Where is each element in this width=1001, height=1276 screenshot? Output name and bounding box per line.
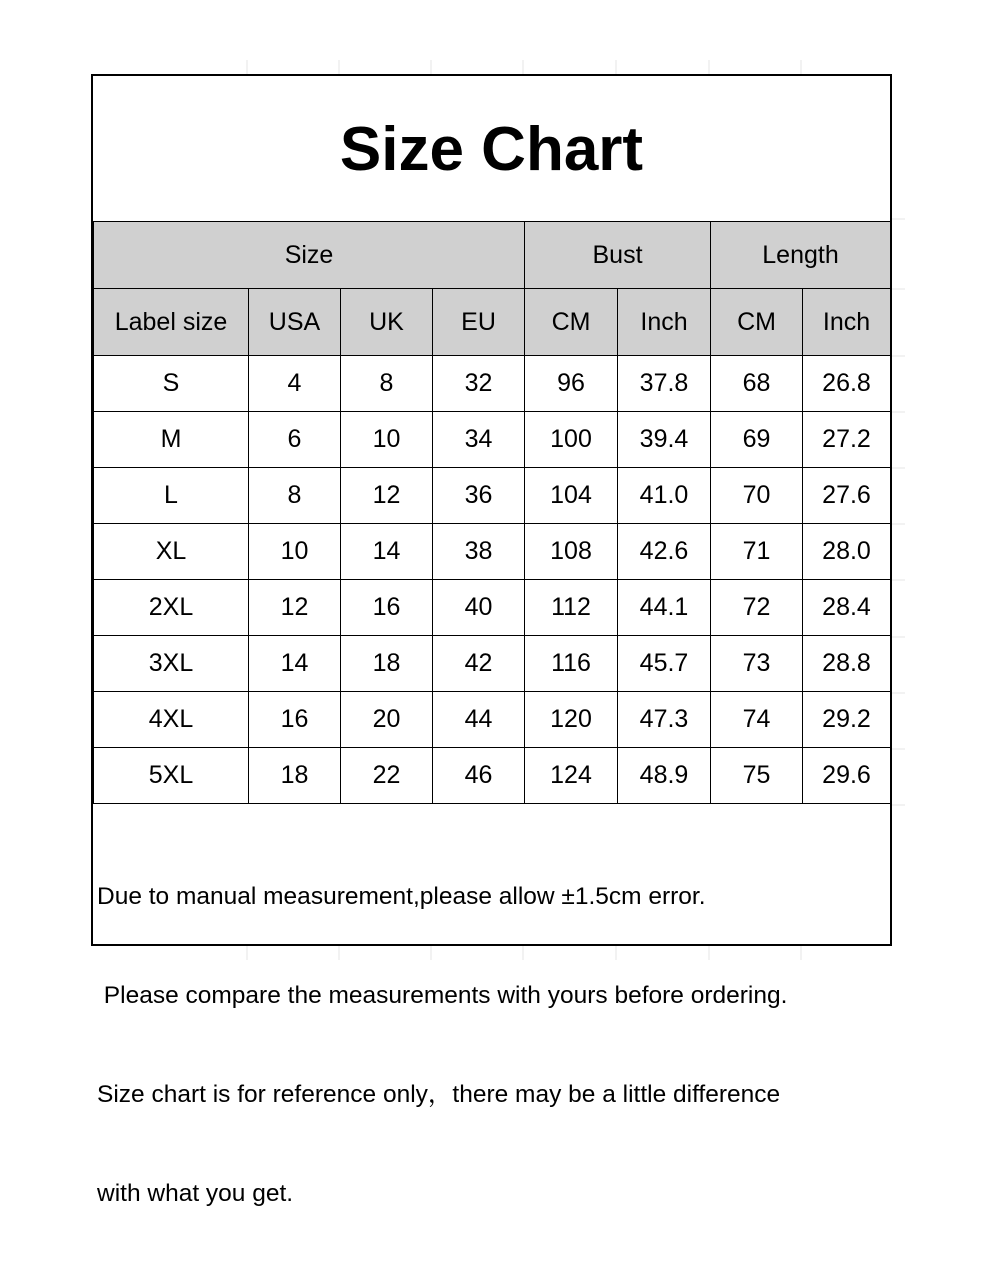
table-cell: 72 <box>711 580 803 636</box>
table-cell: L <box>94 468 249 524</box>
group-header-row <box>94 222 891 289</box>
table-row <box>94 748 891 804</box>
table-cell: 44 <box>433 692 525 748</box>
table-cell: 2XL <box>94 580 249 636</box>
table-row <box>94 636 891 692</box>
table-cell: 12 <box>249 580 341 636</box>
table-cell: 104 <box>525 468 618 524</box>
table-cell: 40 <box>433 580 525 636</box>
table-cell: 36 <box>433 468 525 524</box>
table-row <box>94 356 891 412</box>
note-line: with what you get. <box>97 1180 294 1207</box>
column-header: Inch <box>618 289 711 356</box>
table-cell: 96 <box>525 356 618 412</box>
table-cell: 26.8 <box>803 356 891 412</box>
table-row <box>94 580 891 636</box>
table-cell: 6 <box>249 412 341 468</box>
table-cell: 37.8 <box>618 356 711 412</box>
table-cell: 16 <box>341 580 433 636</box>
table-cell: 42 <box>433 636 525 692</box>
group-header-size: Size <box>94 222 525 289</box>
table-cell: XL <box>94 524 249 580</box>
column-header: USA <box>249 289 341 356</box>
column-header: UK <box>341 289 433 356</box>
title-row <box>93 76 890 223</box>
table-cell: 116 <box>525 636 618 692</box>
table-cell: 29.2 <box>803 692 891 748</box>
table-cell: 22 <box>341 748 433 804</box>
column-header: CM <box>525 289 618 356</box>
table-cell: 74 <box>711 692 803 748</box>
table-cell: 4XL <box>94 692 249 748</box>
table-cell: 44.1 <box>618 580 711 636</box>
table-cell: 39.4 <box>618 412 711 468</box>
page-title: Size Chart <box>339 115 644 184</box>
table-cell: 70 <box>711 468 803 524</box>
table-cell: 12 <box>341 468 433 524</box>
table-row <box>94 524 891 580</box>
note-line: Please compare the measurements with yours before ordering. <box>97 982 788 1009</box>
table-cell: 42.6 <box>618 524 711 580</box>
table-cell: 32 <box>433 356 525 412</box>
table-cell: 20 <box>341 692 433 748</box>
table-cell: 45.7 <box>618 636 711 692</box>
group-header-length: Length <box>711 222 891 289</box>
table-cell: 5XL <box>94 748 249 804</box>
table-cell: 10 <box>249 524 341 580</box>
sub-header-row <box>94 289 891 356</box>
table-cell: 3XL <box>94 636 249 692</box>
table-cell: 8 <box>249 468 341 524</box>
table-cell: 69 <box>711 412 803 468</box>
table-cell: 28.8 <box>803 636 891 692</box>
table-cell: 100 <box>525 412 618 468</box>
size-table <box>93 221 891 804</box>
table-cell: 68 <box>711 356 803 412</box>
table-cell: 18 <box>249 748 341 804</box>
table-cell: 14 <box>249 636 341 692</box>
table-row <box>94 468 891 524</box>
table-cell: 38 <box>433 524 525 580</box>
table-row <box>94 412 891 468</box>
column-header: CM <box>711 289 803 356</box>
table-cell: 16 <box>249 692 341 748</box>
table-cell: 120 <box>525 692 618 748</box>
table-cell: 28.0 <box>803 524 891 580</box>
group-header-bust: Bust <box>525 222 711 289</box>
table-cell: 27.6 <box>803 468 891 524</box>
table-cell: M <box>94 412 249 468</box>
table-cell: 10 <box>341 412 433 468</box>
table-cell: 4 <box>249 356 341 412</box>
note-line: Size chart is for reference only，there may be a little difference <box>97 1081 781 1108</box>
table-cell: 34 <box>433 412 525 468</box>
table-cell: 18 <box>341 636 433 692</box>
table-cell: 41.0 <box>618 468 711 524</box>
table-cell: 8 <box>341 356 433 412</box>
column-header: Label size <box>94 289 249 356</box>
table-cell: 71 <box>711 524 803 580</box>
table-cell: 28.4 <box>803 580 891 636</box>
table-row <box>94 692 891 748</box>
table-cell: 14 <box>341 524 433 580</box>
table-cell: 27.2 <box>803 412 891 468</box>
size-chart-sheet <box>91 74 892 1207</box>
table-cell: 46 <box>433 748 525 804</box>
table-cell: S <box>94 356 249 412</box>
column-header: EU <box>433 289 525 356</box>
table-cell: 124 <box>525 748 618 804</box>
table-cell: 48.9 <box>618 748 711 804</box>
table-cell: 112 <box>525 580 618 636</box>
table-cell: 75 <box>711 748 803 804</box>
measurement-note <box>97 814 887 1276</box>
table-cell: 108 <box>525 524 618 580</box>
table-cell: 73 <box>711 636 803 692</box>
table-cell: 29.6 <box>803 748 891 804</box>
note-line: Due to manual measurement,please allow ±1.5cm error. <box>97 883 706 910</box>
column-header: Inch <box>803 289 891 356</box>
table-cell: 47.3 <box>618 692 711 748</box>
